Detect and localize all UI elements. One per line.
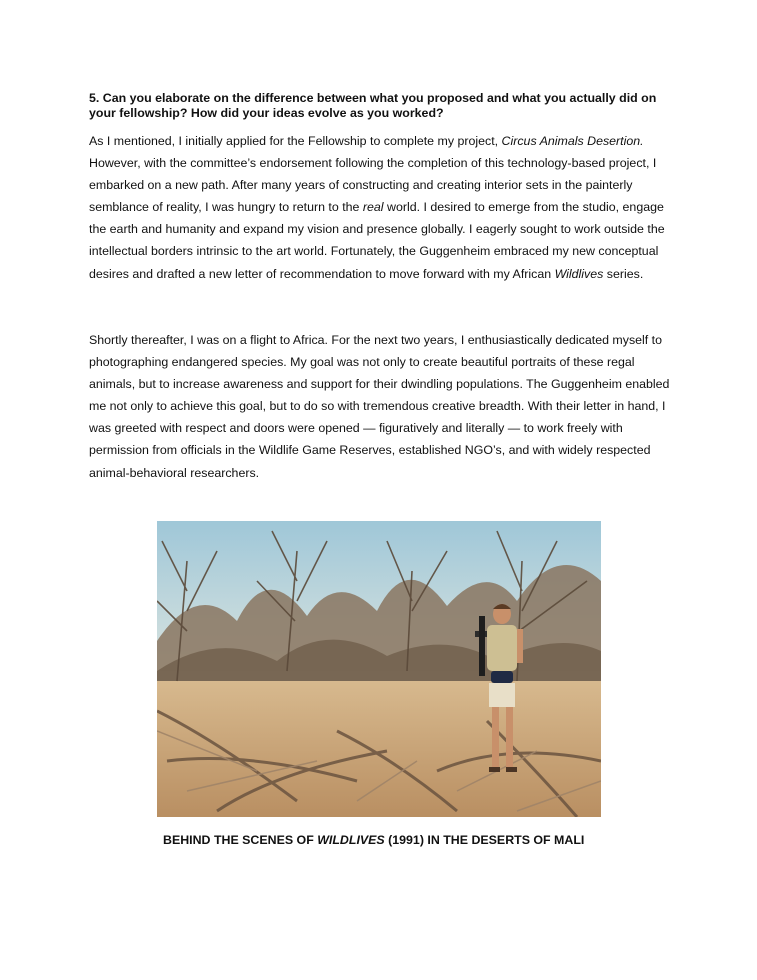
answer-paragraph-2: Shortly thereafter, I was on a flight to Africa. For the next two years, I enthusiastically dedicated myself to photographing endangered species. My goal was not only to create beautiful portraits of these regal animals, but to increase awareness and support for their dwindling populations. The Guggenheim enabled me not only to achieve this goal, but to do so with tremendous creative breadth. With their letter in hand, I was greeted with respect and doors were opened — figuratively and literally — to work freely with permission from officials in the Wildlife Game Reserves, established NGO’s, and with widely respected animal-behavioral researchers. [89, 333, 670, 480]
photo-caption [163, 832, 623, 848]
paragraph-1-text-b: However, with the committee’s endorsement following the completion of this technology-based project, I embarked on a new path. After many years of constructing and creating interior sets in the painterly semblance of reality, I was hungry to return to the [89, 156, 657, 215]
caption-prefix: BEHIND THE SCENES OF [163, 833, 318, 847]
series-title: Wildlives [554, 266, 604, 281]
behind-the-scenes-photo [157, 521, 601, 817]
caption-suffix: (1991) IN THE DESERTS OF MALI [384, 833, 585, 847]
project-title: Circus Animals Desertion. [501, 134, 644, 148]
paragraph-1-text-c: world. I desired to emerge from the studio, engage the earth and humanity and expand my vision and presence globally. I eagerly sought to work outside the intellectual borders intrinsic to the art world. Fortunately, the Guggenheim embraced my new conceptual desires and drafted a new letter of recommendation to move forward with my African [89, 200, 665, 281]
paragraph-1-text-d: series. [603, 266, 644, 281]
caption-title: WILDLIVES [317, 833, 385, 847]
question-heading: 5. Can you elaborate on the difference between what you proposed and what you actually did on your fellowship? How did your ideas evolve as you worked? [89, 91, 657, 120]
paragraph-1-text-a: As I mentioned, I initially applied for the Fellowship to complete my project, [89, 134, 502, 148]
emphasis-real: real [362, 200, 384, 215]
answer-paragraph-1 [89, 130, 679, 285]
